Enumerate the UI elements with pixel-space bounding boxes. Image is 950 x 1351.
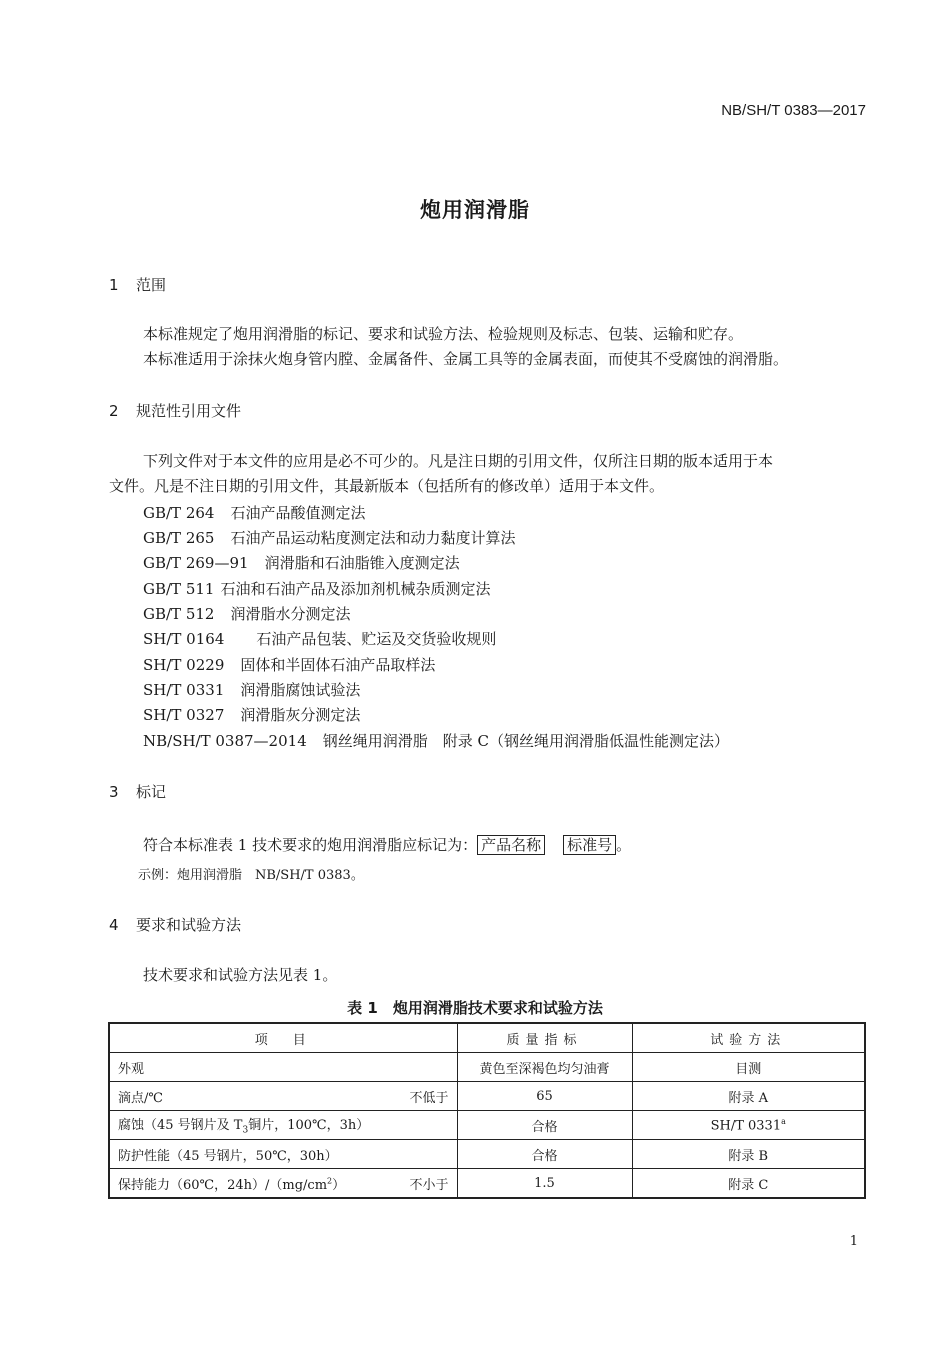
- product-name-box: 产品名称: [477, 835, 545, 855]
- reference-title: 润滑脂和石油脂锥入度测定法: [264, 554, 460, 572]
- quality-cell: 黄色至深褐色均匀油膏: [457, 1053, 632, 1082]
- method-cell: [632, 1111, 865, 1140]
- reference-item: [143, 704, 360, 725]
- table-row: [109, 1111, 865, 1140]
- reference-title: 固体和半固体石油产品取样法: [240, 656, 436, 674]
- reference-item: [143, 603, 350, 624]
- section-1-paragraph-1: 本标准规定了炮用润滑脂的标记、要求和试验方法、检验规则及标志、包装、运输和贮存。: [143, 325, 744, 343]
- reference-code: GB/T 269—91: [143, 554, 249, 572]
- quality-cell: 65: [457, 1082, 632, 1111]
- reference-code: GB/T 511: [143, 580, 215, 598]
- method-cell: 附录 A: [632, 1082, 865, 1111]
- method-cell: 附录 C: [632, 1169, 865, 1199]
- reference-title: 润滑脂水分测定法: [230, 605, 351, 623]
- reference-item: [143, 654, 435, 675]
- reference-item: [143, 527, 515, 548]
- table-row: [109, 1053, 865, 1082]
- item-qualifier: 不低于: [409, 1090, 449, 1106]
- section-title: 范围: [136, 276, 167, 294]
- method-cell: 附录 B: [632, 1140, 865, 1169]
- reference-code: SH/T 0164: [143, 630, 225, 648]
- item-superscript: 2: [327, 1176, 333, 1186]
- item-cell: [109, 1169, 457, 1199]
- reference-code: GB/T 512: [143, 605, 215, 623]
- method-text: SH/T 0331: [710, 1118, 782, 1134]
- item-qualifier: 不小于: [409, 1177, 449, 1193]
- column-header-method: 试验方法: [632, 1023, 865, 1053]
- item-cell: [109, 1111, 457, 1140]
- reference-code: GB/T 265: [143, 529, 215, 547]
- section-2-heading: [109, 400, 241, 421]
- reference-title: 石油产品运动粘度测定法和动力黏度计算法: [230, 529, 516, 547]
- table-caption: 表 1 炮用润滑脂技术要求和试验方法: [347, 999, 603, 1017]
- page-number: 1: [849, 1234, 858, 1249]
- column-header-quality: 质量指标: [457, 1023, 632, 1053]
- section-title: 标记: [136, 783, 167, 801]
- reference-title: 钢丝绳用润滑脂 附录 C（钢丝绳用润滑脂低温性能测定法）: [322, 732, 729, 750]
- item-text: 保持能力（60℃，24h）/（mg/cm: [118, 1177, 328, 1193]
- reference-title: 石油和石油产品及添加剂机械杂质测定法: [220, 580, 491, 598]
- table-header-row: [109, 1023, 865, 1053]
- marking-suffix: 。: [616, 836, 632, 854]
- reference-code: SH/T 0229: [143, 656, 225, 674]
- specification-table: [108, 1022, 866, 1199]
- section-4-heading: [109, 914, 241, 935]
- reference-code: GB/T 264: [143, 504, 215, 522]
- document-title: 炮用润滑脂: [420, 198, 530, 222]
- standard-code: NB/SH/T 0383—2017: [721, 102, 866, 119]
- item-name: 外观: [118, 1061, 145, 1077]
- section-2-intro-line-1: 下列文件对于本文件的应用是必不可少的。凡是注日期的引用文件，仅所注日期的版本适用于本: [143, 452, 774, 470]
- reference-title: 石油产品酸值测定法: [230, 504, 366, 522]
- item-name: 防护性能（45 号钢片，50℃，30h）: [118, 1148, 338, 1164]
- item-text: 铜片，100℃，3h）: [248, 1118, 370, 1134]
- section-number: 2: [109, 402, 119, 420]
- item-name: 滴点/℃: [118, 1090, 163, 1106]
- item-cell: [109, 1053, 457, 1082]
- item-name: [118, 1114, 369, 1136]
- reference-item: [143, 578, 490, 599]
- standard-number-box: 标准号: [563, 835, 616, 855]
- item-text: 腐蚀（45 号钢片及 T: [118, 1118, 243, 1134]
- section-title: 要求和试验方法: [136, 916, 242, 934]
- footnote-marker: a: [781, 1116, 786, 1126]
- reference-title: 润滑脂腐蚀试验法: [240, 681, 361, 699]
- section-2-intro-line-2: 文件。凡是不注日期的引用文件，其最新版本（包括所有的修改单）适用于本文件。: [109, 477, 665, 495]
- table-row: [109, 1082, 865, 1111]
- marking-statement: [143, 833, 631, 858]
- section-title: 规范性引用文件: [136, 402, 242, 420]
- item-text: ）: [332, 1177, 346, 1193]
- marking-example: 示例：炮用润滑脂 NB/SH/T 0383。: [138, 868, 364, 883]
- reference-code: SH/T 0327: [143, 706, 225, 724]
- reference-title: 石油产品包装、贮运及交货验收规则: [256, 630, 497, 648]
- section-number: 4: [109, 916, 119, 934]
- section-4-paragraph: 技术要求和试验方法见表 1。: [143, 966, 338, 984]
- reference-code: SH/T 0331: [143, 681, 225, 699]
- method-cell: 目测: [632, 1053, 865, 1082]
- quality-cell: 1.5: [457, 1169, 632, 1199]
- column-header-item: 项 目: [109, 1023, 457, 1053]
- marking-text: 符合本标准表 1 技术要求的炮用润滑脂应标记为：: [143, 836, 478, 854]
- item-cell: [109, 1140, 457, 1169]
- item-cell: [109, 1082, 457, 1111]
- section-3-heading: [109, 781, 166, 802]
- quality-cell: 合格: [457, 1111, 632, 1140]
- table-row: [109, 1169, 865, 1199]
- table-row: [109, 1140, 865, 1169]
- section-number: 1: [109, 276, 119, 294]
- section-1-heading: [109, 274, 166, 295]
- section-number: 3: [109, 783, 119, 801]
- reference-item: [143, 502, 365, 523]
- reference-item: [143, 552, 460, 573]
- item-name: [118, 1174, 345, 1193]
- item-subscript: 3: [242, 1125, 249, 1136]
- section-1-paragraph-2: 本标准适用于涂抹火炮身管内膛、金属备件、金属工具等的金属表面，而使其不受腐蚀的润滑脂。: [143, 350, 789, 368]
- reference-code: NB/SH/T 0387—2014: [143, 732, 307, 750]
- reference-item: [143, 679, 360, 700]
- reference-item: [143, 628, 496, 649]
- quality-cell: 合格: [457, 1140, 632, 1169]
- reference-item: [143, 730, 729, 751]
- reference-title: 润滑脂灰分测定法: [240, 706, 361, 724]
